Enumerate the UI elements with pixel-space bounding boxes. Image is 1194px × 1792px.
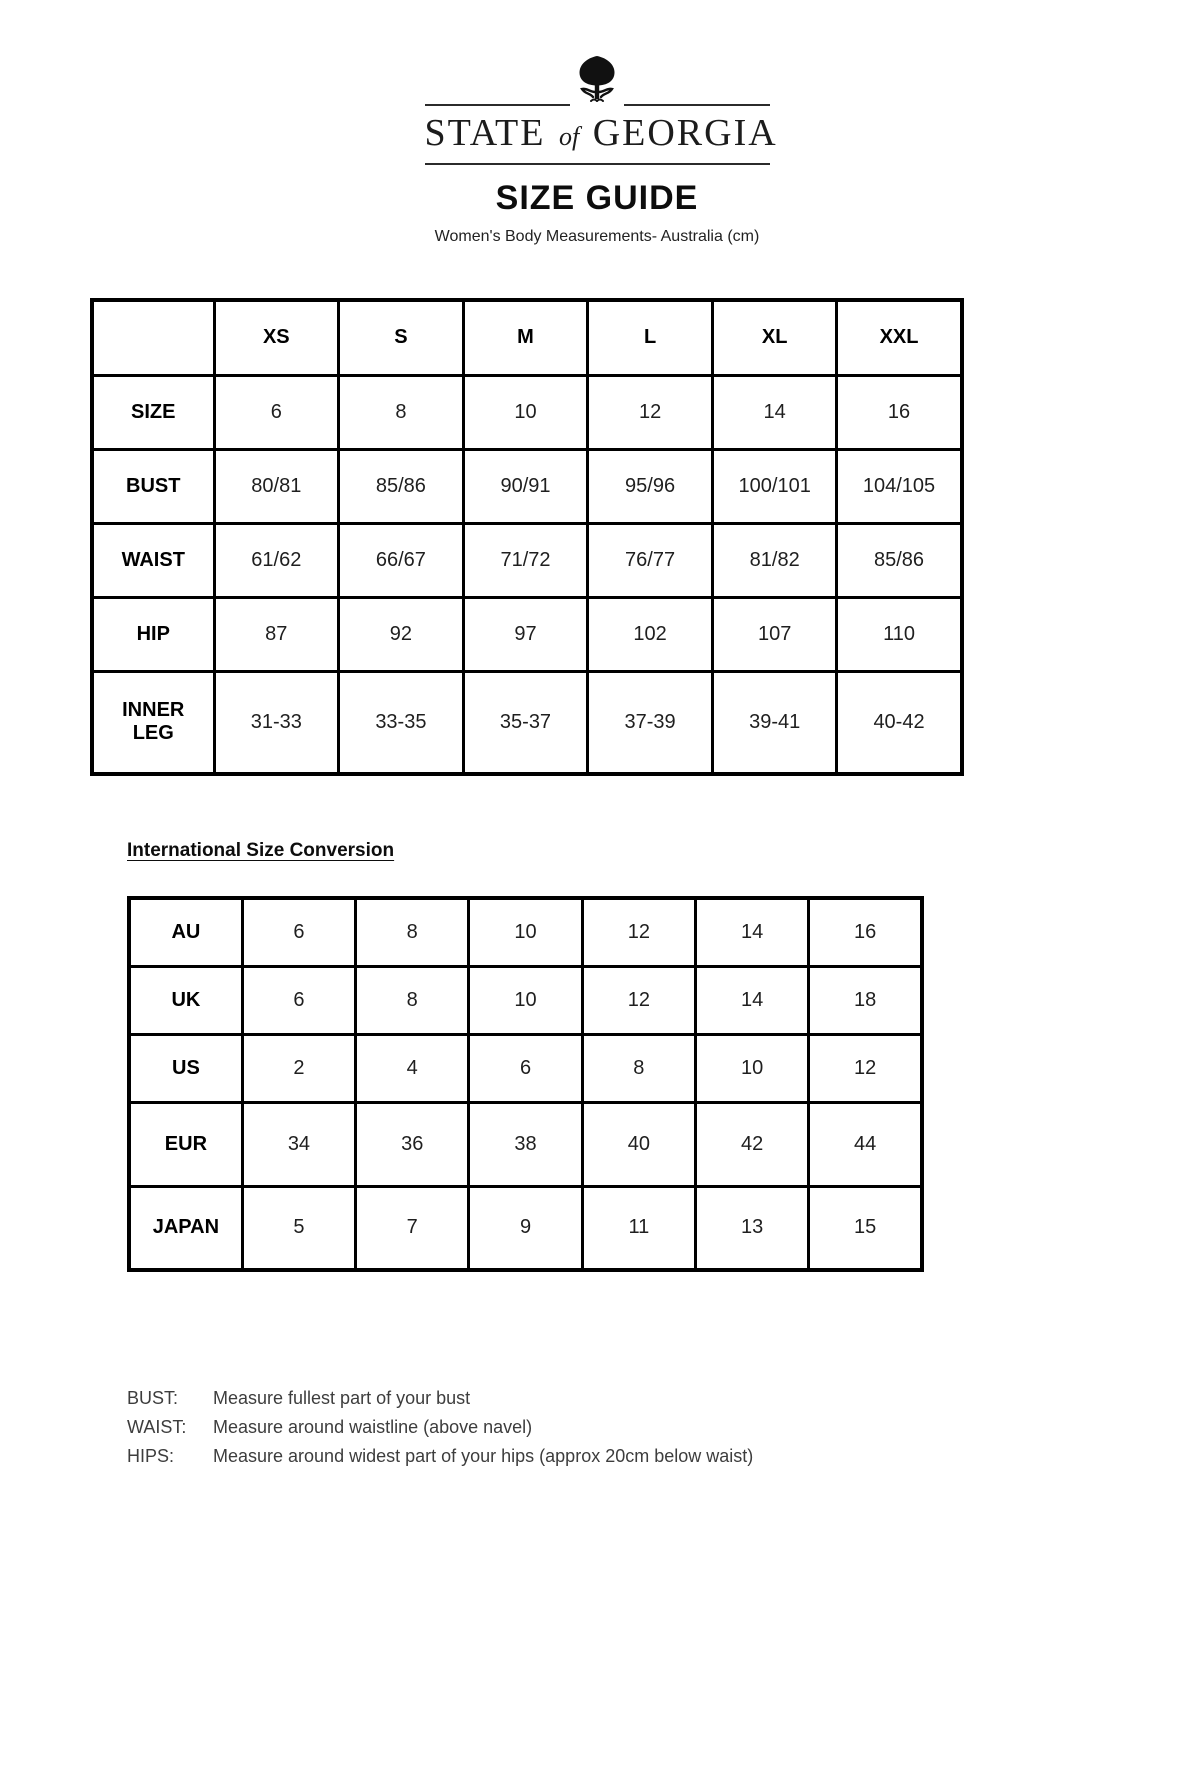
page-subtitle: Women's Body Measurements- Australia (cm) (434, 228, 760, 245)
table-cell: 40 (582, 1102, 695, 1186)
table-cell: 85/86 (837, 523, 962, 597)
logo-rule-right (624, 104, 770, 106)
table-cell: 14 (712, 375, 837, 449)
row-header-japan: JAPAN (129, 1186, 242, 1270)
table-cell: 16 (837, 375, 962, 449)
table-cell: 12 (809, 1034, 922, 1102)
table-cell: 90/91 (463, 449, 588, 523)
measurements-table (90, 298, 964, 776)
column-header-xs: XS (214, 300, 339, 375)
table-cell: 10 (463, 375, 588, 449)
table-row-us (129, 1034, 922, 1102)
table-cell: 81/82 (712, 523, 837, 597)
table-cell: 12 (582, 966, 695, 1034)
table-cell: 66/67 (339, 523, 464, 597)
table-cell: 5 (242, 1186, 355, 1270)
note-text-bust: Measure fullest part of your bust (213, 1388, 471, 1408)
brand-name-left: STATE (424, 112, 546, 154)
table-cell: 102 (588, 597, 713, 671)
table-cell: 13 (695, 1186, 808, 1270)
row-header-eur: EUR (129, 1102, 242, 1186)
table-cell: 9 (469, 1186, 582, 1270)
table-row-inner-leg (92, 671, 962, 774)
row-header-uk: UK (129, 966, 242, 1034)
table-cell: 38 (469, 1102, 582, 1186)
table-cell: 85/86 (339, 449, 464, 523)
column-header-xl: XL (712, 300, 837, 375)
note-row-hips (127, 1442, 1194, 1471)
brand-name-right: GEORGIA (592, 112, 778, 154)
row-header-size: SIZE (92, 375, 214, 449)
table-cell: 71/72 (463, 523, 588, 597)
table-row-size (92, 375, 962, 449)
table-cell: 10 (469, 966, 582, 1034)
table-cell: 14 (695, 966, 808, 1034)
table-cell: 8 (356, 966, 469, 1034)
note-label-bust: BUST: (127, 1388, 179, 1408)
note-text-hips: Measure around widest part of your hips (approx 20cm below waist) (213, 1446, 754, 1466)
table-row-japan (129, 1186, 922, 1270)
note-label-waist: WAIST: (127, 1417, 187, 1437)
table-cell: 11 (582, 1186, 695, 1270)
measurement-notes (127, 1384, 1194, 1471)
table-row-eur (129, 1102, 922, 1186)
column-header-l: L (588, 300, 713, 375)
table-cell: 110 (837, 597, 962, 671)
table-cell: 95/96 (588, 449, 713, 523)
table-row-au (129, 898, 922, 966)
table-cell: 76/77 (588, 523, 713, 597)
table-cell: 92 (339, 597, 464, 671)
logo-rule-left (425, 104, 571, 106)
table-cell: 97 (463, 597, 588, 671)
table-cell: 44 (809, 1102, 922, 1186)
note-row-bust (127, 1384, 1194, 1413)
conversion-heading: International Size Conversion (127, 840, 395, 861)
table-cell: 8 (582, 1034, 695, 1102)
table-cell: 80/81 (214, 449, 339, 523)
table-cell: 14 (695, 898, 808, 966)
column-header-m: M (463, 300, 588, 375)
table-cell: 10 (469, 898, 582, 966)
brand-name (424, 111, 778, 155)
table-cell: 6 (242, 966, 355, 1034)
table-row-bust (92, 449, 962, 523)
table-cell: 34 (242, 1102, 355, 1186)
column-header-blank (92, 300, 214, 375)
table-row-hip (92, 597, 962, 671)
table-cell: 33-35 (339, 671, 464, 774)
row-header-au: AU (129, 898, 242, 966)
table-header-row (92, 300, 962, 375)
brand-name-of: of (558, 122, 580, 151)
table-cell: 104/105 (837, 449, 962, 523)
table-cell: 6 (469, 1034, 582, 1102)
table-cell: 7 (356, 1186, 469, 1270)
table-row-uk (129, 966, 922, 1034)
note-label-hips: HIPS: (127, 1446, 175, 1466)
row-header-us: US (129, 1034, 242, 1102)
table-cell: 42 (695, 1102, 808, 1186)
table-cell: 40-42 (837, 671, 962, 774)
table-cell: 15 (809, 1186, 922, 1270)
brand-logo (424, 55, 778, 165)
logo-rule-top (425, 55, 770, 107)
table-cell: 6 (214, 375, 339, 449)
table-cell: 4 (356, 1034, 469, 1102)
note-row-waist (127, 1413, 1194, 1442)
table-cell: 107 (712, 597, 837, 671)
table-cell: 2 (242, 1034, 355, 1102)
note-text-waist: Measure around waistline (above navel) (213, 1417, 533, 1437)
table-cell: 10 (695, 1034, 808, 1102)
table-cell: 100/101 (712, 449, 837, 523)
table-cell: 6 (242, 898, 355, 966)
table-cell: 12 (588, 375, 713, 449)
table-cell: 37-39 (588, 671, 713, 774)
table-cell: 31-33 (214, 671, 339, 774)
table-cell: 8 (356, 898, 469, 966)
logo-rule-bottom (425, 163, 770, 165)
row-header-bust: BUST (92, 449, 214, 523)
table-cell: 39-41 (712, 671, 837, 774)
table-cell: 61/62 (214, 523, 339, 597)
table-cell: 36 (356, 1102, 469, 1186)
column-header-s: S (339, 300, 464, 375)
table-cell: 16 (809, 898, 922, 966)
table-row-waist (92, 523, 962, 597)
table-cell: 35-37 (463, 671, 588, 774)
table-cell: 18 (809, 966, 922, 1034)
row-header-hip: HIP (92, 597, 214, 671)
table-cell: 87 (214, 597, 339, 671)
table-cell: 12 (582, 898, 695, 966)
row-header-waist: WAIST (92, 523, 214, 597)
row-header-inner-leg: INNER LEG (92, 671, 214, 774)
table-cell: 8 (339, 375, 464, 449)
column-header-xxl: XXL (837, 300, 962, 375)
tree-icon (574, 55, 620, 107)
page-title: SIZE GUIDE (495, 179, 699, 217)
conversion-table (127, 896, 924, 1272)
